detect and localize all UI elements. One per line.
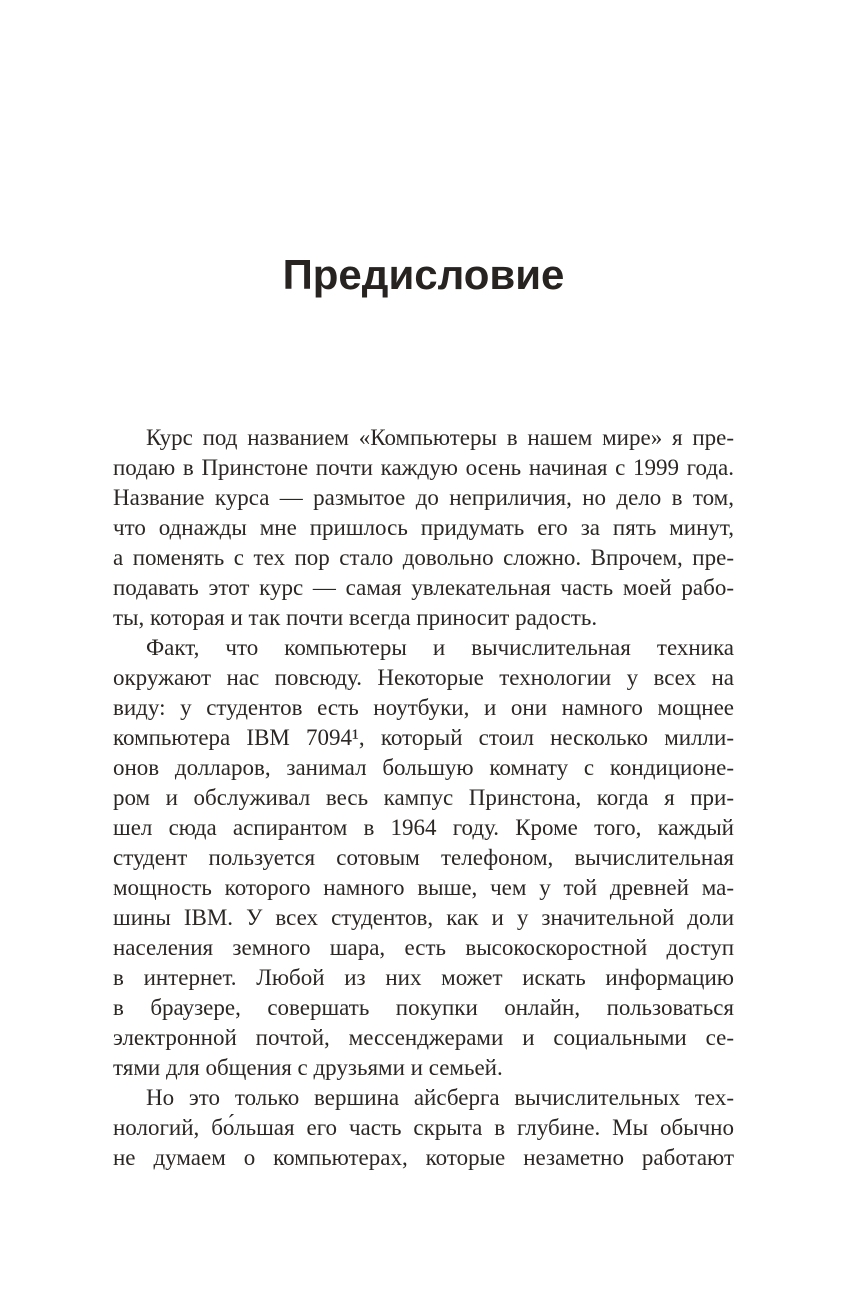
text-line: студент пользуется сотовым телефоном, вычислительная — [113, 845, 734, 870]
paragraph — [113, 1083, 734, 1173]
text-line: Курс под названием «Компьютеры в нашем мире» я пре- — [146, 425, 734, 450]
text-line: электронной почтой, мессенджерами и социальными се- — [113, 1025, 734, 1050]
text-line: Факт, что компьютеры и вычислительная техника — [146, 635, 734, 660]
text-line: шины IBM. У всех студентов, как и у значительной доли — [113, 905, 734, 930]
text-line: в браузере, совершать покупки онлайн, пользоваться — [113, 995, 734, 1020]
chapter-title: Предисловие — [282, 251, 565, 298]
text-line: Но это только вершина айсберга вычислительных тех- — [146, 1085, 734, 1110]
text-line: онов долларов, занимал большую комнату с кондиционе- — [113, 755, 734, 780]
text-line: Название курса — размытое до неприличия, но дело в том, — [113, 485, 734, 510]
text-line: компьютера IBM 7094¹, который стоил несколько милли- — [113, 725, 734, 750]
paragraph — [113, 633, 734, 1083]
paragraph — [113, 423, 734, 633]
text-line: подавать этот курс — самая увлекательная часть моей рабо- — [113, 575, 734, 600]
text-line: что однажды мне пришлось придумать его за пять минут, — [113, 515, 734, 540]
text-line: подаю в Принстоне почти каждую осень начиная с 1999 года. — [113, 455, 734, 480]
text-line: а поменять с тех пор стало довольно сложно. Впрочем, пре- — [113, 545, 734, 570]
text-block — [113, 423, 734, 1173]
text-line: шел сюда аспирантом в 1964 году. Кроме того, каждый — [113, 815, 734, 840]
text-line: ты, которая и так почти всегда приносит радость. — [113, 605, 598, 630]
text-line: окружают нас повсюду. Некоторые технологии у всех на — [113, 665, 734, 690]
text-line: нологий, бо́льшая его часть скрыта в глубине. Мы обычно — [113, 1115, 734, 1140]
text-line: населения земного шара, есть высокоскоростной доступ — [113, 935, 734, 960]
text-line: мощность которого намного выше, чем у той древней ма- — [113, 875, 734, 900]
text-line: в интернет. Любой из них может искать информацию — [113, 965, 734, 990]
text-line: ром и обслуживал весь кампус Принстона, когда я при- — [113, 785, 734, 810]
text-line: тями для общения с друзьями и семьей. — [113, 1055, 503, 1080]
text-line: не думаем о компьютерах, которые незаметно работают — [113, 1145, 734, 1170]
text-line: виду: у студентов есть ноутбуки, и они намного мощнее — [113, 695, 734, 720]
